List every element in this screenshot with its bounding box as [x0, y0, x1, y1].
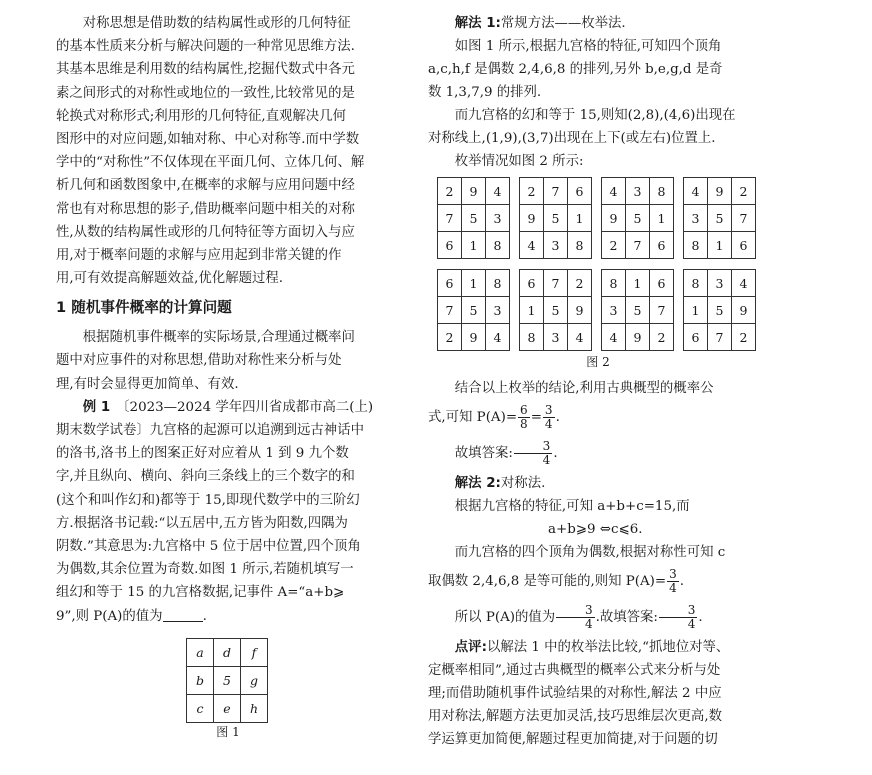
grid-cell: 6: [684, 324, 708, 351]
example-line: 为偶数,其余位置为奇数.如图 1 所示,若随机填写一: [56, 562, 354, 578]
grid-cell: 9: [732, 297, 756, 324]
text-line: 而九宫格的幻和等于 15,则知(2,8),(4,6)出现在: [454, 108, 736, 123]
grid-cell: 2: [602, 232, 626, 259]
example-1: [56, 396, 410, 605]
grid-cell: 8: [486, 232, 510, 259]
grid-cell: 7: [650, 297, 674, 324]
fraction-3-4-c: $\frac{3}{4}$: [556, 604, 594, 631]
grid-cell: 5: [708, 205, 732, 232]
enum-line: 枚举情况如图 2 所示:: [454, 154, 584, 169]
example-line: 阴数.”其意思为:九宫格中 5 位于居中位置,四个顶角: [56, 538, 361, 554]
section-intro: [56, 326, 410, 396]
comment-line: 点评:以解法 1 中的枚举法比较,“抓地位对等、: [454, 640, 730, 655]
example-line: 字,并且纵向、横向、斜向三条线上的三个数字的和: [56, 469, 355, 485]
comment-line: 理;而借助随机事件试验结果的对称性,解法 2 中应: [428, 686, 722, 701]
text-line: 题中对应事件的对称思想,借助对称性来分析与处: [56, 353, 342, 369]
example-line: 方.根据洛书记载:“以五居中,五方皆为阳数,四隅为: [56, 515, 348, 531]
grid-cell: 4: [684, 178, 708, 205]
grid-cell: 1: [462, 270, 486, 297]
left-column: [56, 12, 410, 741]
figure-1-grid: [186, 638, 268, 723]
solution-2-heading: 解法 2:对称法.: [454, 476, 546, 491]
section-title: 1 随机事件概率的计算问题: [56, 299, 232, 317]
grid-cell: 5: [708, 297, 732, 324]
grid-cell: 9: [462, 178, 486, 205]
solution-1-text-2: [428, 104, 788, 150]
example-label: 例 1: [82, 399, 111, 415]
comment: [428, 636, 788, 751]
grid-cell: 7: [544, 270, 568, 297]
grid-cell: 7: [438, 205, 462, 232]
grid-cell: 8: [684, 232, 708, 259]
grid-cell: 9: [602, 205, 626, 232]
comment-line: 定概率相同”,通过古典概型的概率公式来分析与处: [428, 663, 721, 678]
grid-cell: b: [187, 666, 214, 694]
solution-1-text: [428, 35, 788, 104]
grid-cell: 5: [544, 205, 568, 232]
grid-cell: 7: [708, 324, 732, 351]
conclusion-line-1: 结合以上枚举的结论,利用古典概型的概率公: [454, 381, 714, 396]
grid-cell: d: [214, 638, 241, 666]
solution-2-line-2: a+b⩾9 ⇔c⩽6.: [548, 522, 643, 537]
grid-cell: 3: [626, 178, 650, 205]
text-line: 数 1,3,7,9 的排列.: [428, 85, 542, 100]
grid-cell: f: [241, 638, 268, 666]
comment-label: 点评:: [454, 640, 487, 655]
text-line: 轮换式对称形式;利用形的几何特征,直观解决几何: [56, 108, 346, 124]
comment-line: 用对称法,解题方法更加灵活,技巧思维层次更高,数: [428, 709, 722, 724]
figure-1: [186, 638, 410, 741]
grid-cell: 9: [520, 205, 544, 232]
grid-cell: 3: [684, 205, 708, 232]
grid-cell: a: [187, 638, 214, 666]
grid-cell: 5: [462, 205, 486, 232]
magic-square: [683, 269, 756, 351]
intro-paragraph: [56, 12, 410, 290]
answer-line-1: 故填答案: $\frac{3}{4}$ .: [454, 439, 558, 467]
fraction-3-4-b: $\frac{3}{4}$: [669, 567, 677, 595]
grid-cell: 4: [602, 324, 626, 351]
text-line: 析几何和函数图象中,在概率的求解与应用问题中经: [56, 178, 355, 194]
grid-cell: 2: [438, 324, 462, 351]
grid-cell: 1: [520, 297, 544, 324]
grid-cell: 8: [520, 324, 544, 351]
figure-1-caption: 图 1: [216, 724, 240, 739]
example-line: (这个和叫作幻和)都等于 15,即现代数学中的三阶幻: [56, 492, 360, 508]
text-line: 常也有对称思想的影子,借助概率问题中相关的对称: [56, 201, 355, 217]
grid-cell: 6: [520, 270, 544, 297]
grid-cell: 1: [626, 270, 650, 297]
grid-cell: 9: [462, 324, 486, 351]
grid-cell: 4: [486, 324, 510, 351]
example-line: 期末数学试卷〕九宫格的起源可以追溯到远古神话中: [56, 423, 364, 438]
text-line: 对称线上,(1,9),(3,7)出现在上下(或左右)位置上.: [428, 131, 716, 146]
text-line: 性,从数的结构属性或形的几何特征等方面切入与应: [56, 224, 355, 240]
magic-square: [601, 177, 674, 259]
grid-cell: 9: [626, 324, 650, 351]
grid-cell: 4: [486, 178, 510, 205]
grid-cell: 5: [214, 666, 241, 694]
grid-cell: 1: [684, 297, 708, 324]
magic-square: [437, 269, 510, 351]
fraction-3-4-d: $\frac{3}{4}$: [659, 604, 697, 631]
text-line: 图形中的对应问题,如轴对称、中心对称等.而中学数: [56, 131, 360, 147]
solution-2-line-5: 所以 P(A)的值为 $\frac{3}{4}$ .故填答案: $\frac{3}{4}$ .: [454, 603, 703, 631]
grid-cell: c: [187, 694, 214, 722]
figure-2-row-1: [437, 177, 788, 259]
example-last-line: 9”,则 P(A)的值为 .: [56, 608, 207, 624]
fraction-3-4: $\frac{3}{4}$: [544, 403, 553, 431]
grid-cell: 6: [438, 270, 462, 297]
text-line: 用,对于概率问题的求解与应用起到非常关键的作: [56, 247, 342, 263]
grid-cell: 5: [462, 297, 486, 324]
grid-cell: 4: [520, 232, 544, 259]
text-line: 其基本思维是利用数的结构属性,挖掘代数式中各元: [56, 62, 355, 78]
solution-2-line-4: 取偶数 2,4,6,8 是等可能的,则知 P(A)= $\frac{3}{4}$ .: [428, 567, 685, 595]
grid-cell: 8: [568, 232, 592, 259]
grid-cell: 2: [650, 324, 674, 351]
grid-cell: 1: [568, 205, 592, 232]
grid-cell: 7: [732, 205, 756, 232]
grid-cell: 7: [438, 297, 462, 324]
grid-cell: 9: [568, 297, 592, 324]
figure-2-caption: 图 2: [586, 355, 610, 369]
grid-cell: 2: [520, 178, 544, 205]
example-line: 组幻和等于 15 的九宫格数据,记事件 A=“a+b⩾: [56, 585, 345, 601]
grid-cell: 6: [732, 232, 756, 259]
text-line: a,c,h,f 是偶数 2,4,6,8 的排列,另外 b,e,g,d 是奇: [428, 62, 723, 77]
magic-square: [437, 177, 510, 259]
grid-cell: 5: [544, 297, 568, 324]
grid-cell: 6: [650, 232, 674, 259]
grid-cell: e: [214, 694, 241, 722]
grid-cell: 6: [568, 178, 592, 205]
figure-2-row-2: [437, 269, 788, 351]
grid-cell: 7: [544, 178, 568, 205]
conclusion-line-2: 式,可知 P(A)= $\frac{6}{8}$ = $\frac{3}{4}$ .: [428, 403, 560, 431]
text-line: 用,可有效提高解题效益,优化解题过程.: [56, 271, 284, 287]
text-line: 理,有时会显得更加简单、有效.: [56, 376, 239, 392]
grid-cell: 2: [732, 324, 756, 351]
grid-cell: 1: [462, 232, 486, 259]
grid-cell: 4: [602, 178, 626, 205]
grid-cell: 4: [568, 324, 592, 351]
grid-cell: 3: [544, 232, 568, 259]
grid-cell: 4: [732, 270, 756, 297]
solution-1-heading: 解法 1:常规方法——枚举法.: [454, 16, 626, 31]
text-line: 素之间形式的对称性或地位的一致性,比较常见的是: [56, 85, 355, 101]
grid-cell: 3: [544, 324, 568, 351]
grid-cell: 7: [626, 232, 650, 259]
text-line: 的基本性质来分析与解决问题的一种常见思维方法.: [56, 39, 355, 55]
solution-2-line-1: 根据九宫格的特征,可知 a+b+c=15,而: [454, 499, 690, 514]
grid-cell: 9: [708, 178, 732, 205]
example-line: 的洛书,洛书上的图案正好对应着从 1 到 9 九个数: [56, 446, 349, 462]
magic-square: [601, 269, 674, 351]
grid-cell: 5: [626, 297, 650, 324]
grid-cell: 3: [486, 297, 510, 324]
grid-cell: 8: [684, 270, 708, 297]
grid-cell: 3: [486, 205, 510, 232]
comment-line: 学运算更加简便,解题过程更加简捷,对于问题的切: [428, 732, 718, 747]
answer-fraction: $\frac{3}{4}$: [514, 440, 552, 467]
grid-cell: 5: [626, 205, 650, 232]
grid-cell: 3: [708, 270, 732, 297]
answer-blank: [163, 607, 203, 622]
text-line: 对称思想是借助数的结构属性或形的几何特征: [82, 16, 351, 31]
grid-cell: 2: [438, 178, 462, 205]
example-line: 例 1 〔2023—2024 学年四川省成都市高二(上): [82, 399, 374, 415]
grid-cell: 2: [732, 178, 756, 205]
solution-2-line-3: 而九宫格的四个顶角为偶数,根据对称性可知 c: [454, 545, 726, 560]
grid-cell: 6: [438, 232, 462, 259]
grid-cell: 8: [486, 270, 510, 297]
magic-square: [683, 177, 756, 259]
magic-square: [519, 269, 592, 351]
grid-cell: h: [241, 694, 268, 722]
text-line: 根据随机事件概率的实际场景,合理通过概率问: [82, 330, 355, 346]
grid-cell: 1: [650, 205, 674, 232]
figure-2: [428, 177, 788, 371]
fraction-6-8: $\frac{6}{8}$: [520, 403, 528, 431]
text-line: 如图 1 所示,根据九宫格的特征,可知四个顶角: [454, 39, 722, 54]
grid-cell: 8: [650, 178, 674, 205]
grid-cell: 6: [650, 270, 674, 297]
grid-cell: 1: [708, 232, 732, 259]
grid-cell: 3: [602, 297, 626, 324]
grid-cell: 2: [568, 270, 592, 297]
right-column: [428, 12, 788, 751]
grid-cell: g: [241, 666, 268, 694]
grid-cell: 8: [602, 270, 626, 297]
text-line: 学中的“对称性”不仅体现在平面几何、立体几何、解: [56, 155, 365, 171]
magic-square: [519, 177, 592, 259]
